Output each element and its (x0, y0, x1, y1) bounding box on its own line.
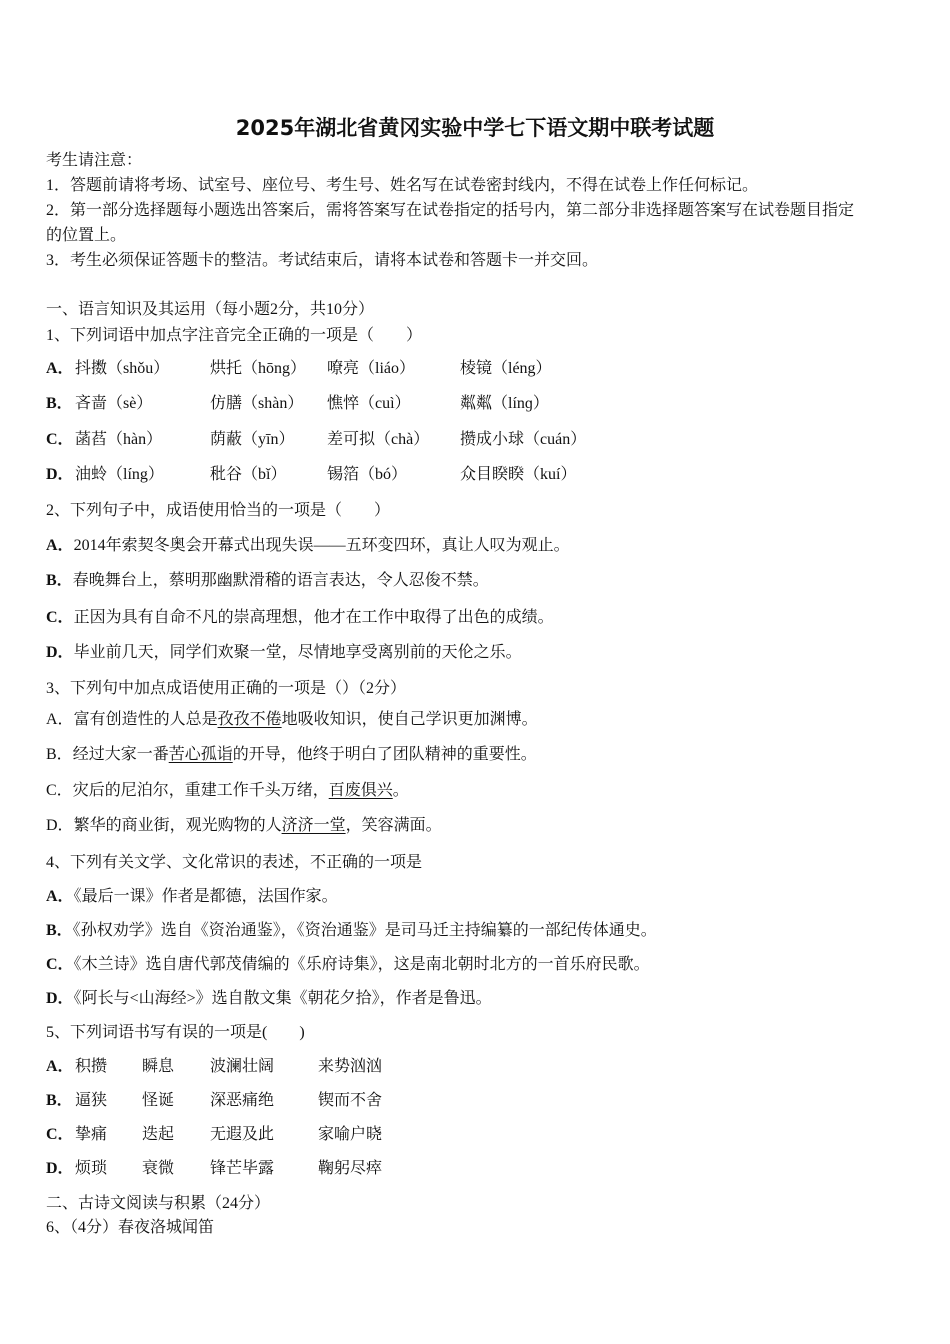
section-heading: 二、古诗文阅读与积累（24分） (46, 1195, 271, 1212)
option-row (46, 709, 538, 731)
option-row (46, 393, 906, 415)
option-item: 逼狭 (75, 1092, 108, 1109)
question-stem: 4、下列有关文学、文化常识的表述，不正确的一项是 (46, 854, 423, 871)
option-item: 攒成小球（cuán） (460, 431, 587, 448)
option-label: C． (46, 782, 73, 799)
option-item: 菡萏（hàn） (75, 431, 163, 448)
option-row (46, 954, 650, 976)
option-item: 粼粼（línɡ） (460, 395, 549, 412)
option-row (46, 642, 522, 664)
option-item: 鞠躬尽瘁 (318, 1160, 383, 1177)
option-text: 《最后一课》作者是都德，法国作家。 (73, 888, 338, 905)
notice-item: 3．考生必须保证答题卡的整洁。考试结束后，请将本试卷和答题卡一并交回。 (46, 252, 599, 269)
option-item: 烦琐 (75, 1160, 108, 1177)
option-text: 《木兰诗》选自唐代郭茂倩编的《乐府诗集》，这是南北朝时北方的一首乐府民歌。 (73, 956, 650, 973)
option-text: 正因为具有自命不凡的崇高理想，他才在工作中取得了出色的成绩。 (73, 609, 554, 626)
option-item: 差可拟（chà） (327, 431, 430, 448)
section-heading: 一、语言知识及其运用（每小题2分，共10分） (46, 301, 375, 318)
option-item: 秕谷（bǐ） (210, 466, 287, 483)
option-item: 家喻户晓 (318, 1126, 383, 1143)
underlined-idiom: 百废俱兴 (328, 782, 393, 799)
option-item: 波澜壮阔 (210, 1058, 275, 1075)
option-item: 棱镜（léng） (460, 360, 552, 377)
option-label: C． (46, 431, 74, 448)
question-stem: 5、下列词语书写有误的一项是( ) (46, 1024, 305, 1041)
question-stem: 2、下列句子中，成语使用恰当的一项是（ ） (46, 502, 391, 519)
notice-item: 的位置上。 (46, 227, 127, 244)
option-item: 憔悴（cuì） (327, 395, 411, 412)
option-text: 春晚舞台上，蔡明那幽默滑稽的语言表达，令人忍俊不禁。 (72, 572, 489, 589)
option-row (46, 570, 489, 592)
option-label: D． (46, 817, 74, 834)
option-text: 灾后的尼泊尔，重建工作千头万绪， (72, 782, 329, 799)
option-item: 来势汹汹 (318, 1058, 383, 1075)
option-label: C． (46, 609, 74, 626)
option-label: C． (46, 956, 74, 973)
option-item: 仿膳（shàn） (210, 395, 304, 412)
option-row (46, 535, 570, 557)
option-row (46, 988, 492, 1010)
option-item: 油蛉（líng） (75, 466, 164, 483)
option-text: ，笑容满面。 (345, 817, 442, 834)
option-row (46, 607, 554, 629)
option-label: A． (46, 537, 74, 554)
option-row (46, 1158, 906, 1180)
option-text: 《阿长与<山海经>》选自散文集《朝花夕拾》，作者是鲁迅。 (73, 990, 492, 1007)
option-label: A． (46, 360, 74, 377)
question-stem: 1、下列词语中加点字注音完全正确的一项是（ ） (46, 327, 423, 344)
option-row (46, 1124, 906, 1146)
option-row (46, 815, 442, 837)
option-label: B． (46, 1092, 73, 1109)
notice-heading: 考生请注意： (46, 152, 143, 169)
underlined-idiom: 济济一堂 (281, 817, 346, 834)
question-stem: 6、（4分）春夜洛城闻笛 (46, 1219, 215, 1236)
option-item: 嘹亮（liáo） (327, 360, 415, 377)
option-label: B． (46, 746, 73, 763)
option-text: 《孙权劝学》选自《资治通鉴》，《资治通鉴》是司马迁主持编纂的一部纪传体通史。 (72, 922, 657, 939)
option-item: 荫蔽（yīn） (210, 431, 295, 448)
option-label: B． (46, 572, 73, 589)
option-item: 无遐及此 (210, 1126, 275, 1143)
option-label: A． (46, 711, 74, 728)
option-row (46, 464, 906, 486)
option-text: 经过大家一番 (72, 746, 169, 763)
option-label: B． (46, 395, 73, 412)
option-label: D． (46, 644, 74, 661)
option-label: A． (46, 1058, 74, 1075)
option-item: 烘托（hōng） (210, 360, 307, 377)
option-item: 锋芒毕露 (210, 1160, 275, 1177)
option-row (46, 1056, 906, 1078)
option-row (46, 886, 338, 908)
option-text: 2014年索契冬奥会开幕式出现失误——五环变四环，真让人叹为观止。 (73, 537, 570, 554)
option-item: 挚痛 (75, 1126, 108, 1143)
notice-item: 1．答题前请将考场、试室号、座位号、考生号、姓名写在试卷密封线内，不得在试卷上作任何标记。 (46, 177, 759, 194)
option-text: 。 (392, 782, 409, 799)
option-label: C． (46, 1126, 74, 1143)
option-item: 积攒 (75, 1058, 108, 1075)
option-item: 众目睽睽（kuí） (460, 466, 577, 483)
underlined-idiom: 苦心孤诣 (168, 746, 233, 763)
option-row (46, 1090, 906, 1112)
option-label: D． (46, 990, 74, 1007)
option-item: 深恶痛绝 (210, 1092, 275, 1109)
option-row (46, 744, 537, 766)
option-item: 吝啬（sè） (75, 395, 153, 412)
option-text: 地吸收知识，使自己学识更加渊博。 (281, 711, 538, 728)
option-item: 锡箔（bó） (327, 466, 408, 483)
option-row (46, 780, 409, 802)
notice-item: 2．第一部分选择题每小题选出答案后，需将答案写在试卷指定的括号内，第二部分非选择题答案写在试卷题目指定 (46, 202, 855, 219)
underlined-idiom: 孜孜不倦 (217, 711, 282, 728)
option-label: B． (46, 922, 73, 939)
option-label: D． (46, 1160, 74, 1177)
option-text: 富有创造性的人总是 (73, 711, 218, 728)
option-item: 怪诞 (142, 1092, 175, 1109)
option-text: 繁华的商业街，观光购物的人 (73, 817, 282, 834)
option-row (46, 429, 906, 451)
option-item: 衰微 (142, 1160, 175, 1177)
option-label: A． (46, 888, 74, 905)
page-title: 2025年湖北省黄冈实验中学七下语文期中联考试题 (235, 116, 715, 140)
option-row (46, 920, 657, 942)
option-item: 抖擞（shǒu） (75, 360, 170, 377)
option-item: 锲而不舍 (318, 1092, 383, 1109)
option-text: 毕业前几天，同学们欢聚一堂，尽情地享受离别前的天伦之乐。 (73, 644, 522, 661)
question-stem: 3、下列句中加点成语使用正确的一项是（）（2分） (46, 680, 407, 697)
option-text: 的开导，他终于明白了团队精神的重要性。 (232, 746, 537, 763)
option-item: 迭起 (142, 1126, 175, 1143)
option-row (46, 358, 906, 380)
option-label: D． (46, 466, 74, 483)
option-item: 瞬息 (142, 1058, 175, 1075)
